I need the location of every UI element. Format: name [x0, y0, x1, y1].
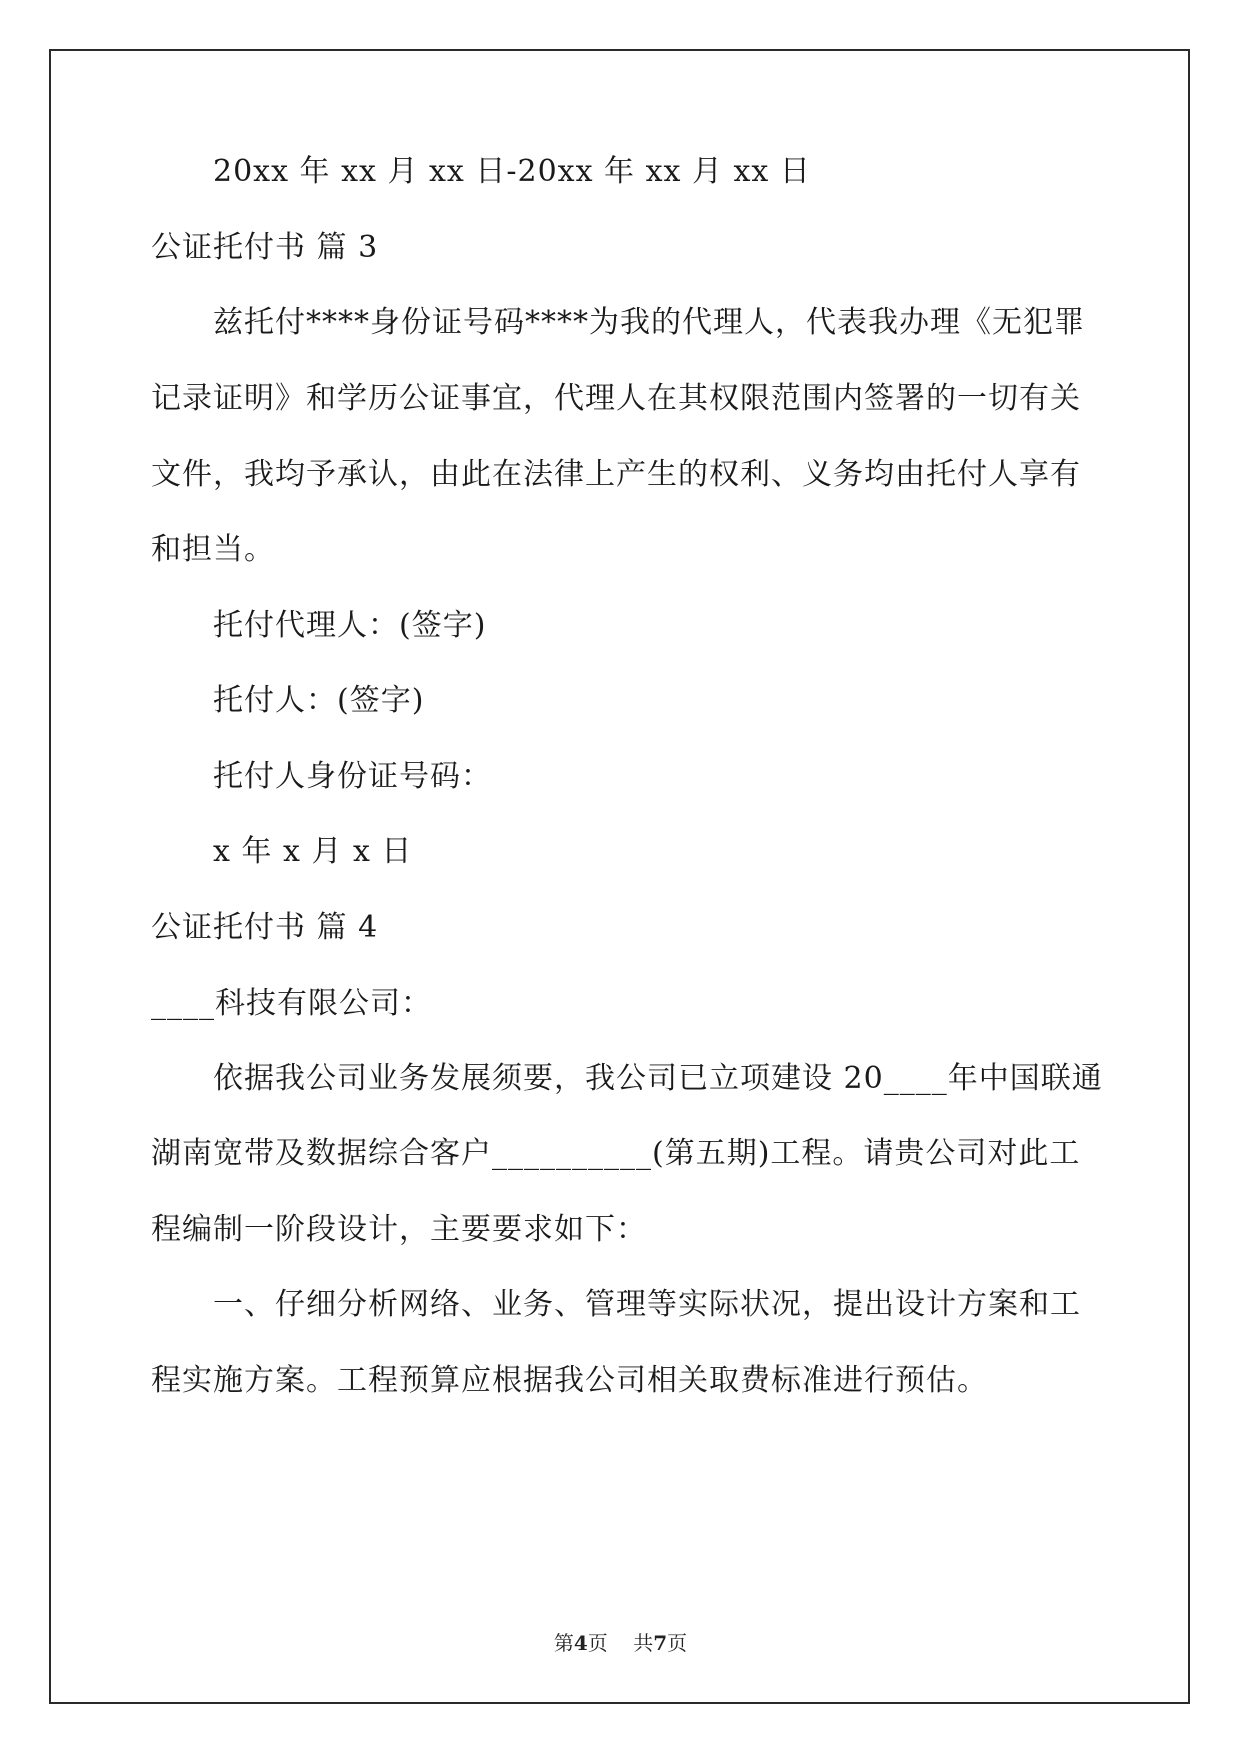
- page-total: 7: [653, 1631, 668, 1655]
- page-prefix: 第: [553, 1631, 574, 1655]
- page-current: 4: [573, 1631, 588, 1655]
- paragraph-line: 程实施方案。工程预算应根据我公司相关取费标准进行预估。: [151, 1363, 988, 1398]
- total-prefix: 共: [633, 1631, 654, 1655]
- date-range-line: 20xx 年 xx 月 xx 日-20xx 年 xx 月 xx 日: [213, 154, 811, 189]
- signature-agent-line: 托付代理人：(签字): [213, 608, 487, 643]
- paragraph-line: 程编制一阶段设计，主要要求如下：: [151, 1212, 647, 1247]
- signature-principal-line: 托付人：(签字): [213, 683, 425, 718]
- date-line: x 年 x 月 x 日: [213, 834, 413, 869]
- paragraph-line: 文件，我均予承认，由此在法律上产生的权利、义务均由托付人享有: [151, 457, 1081, 492]
- paragraph-line: 记录证明》和学历公证事宜，代理人在其权限范围内签署的一切有关: [151, 381, 1081, 416]
- principal-id-line: 托付人身份证号码：: [213, 759, 492, 794]
- addressee-line: ____科技有限公司：: [151, 986, 432, 1021]
- page-border: [49, 49, 1190, 1704]
- page-footer: [0, 1630, 1241, 1656]
- paragraph-line: 一、仔细分析网络、业务、管理等实际状况，提出设计方案和工: [213, 1287, 1081, 1322]
- paragraph-line: 和担当。: [151, 532, 275, 567]
- total-suffix: 页: [667, 1631, 688, 1655]
- section-heading-3: 公证托付书 篇 3: [151, 230, 379, 265]
- page-suffix: 页: [587, 1631, 608, 1655]
- paragraph-line: 湖南宽带及数据综合客户__________(第五期)工程。请贵公司对此工: [151, 1136, 1081, 1171]
- paragraph-line: 依据我公司业务发展须要，我公司已立项建设 20____年中国联通: [213, 1061, 1103, 1096]
- section-heading-4: 公证托付书 篇 4: [151, 910, 379, 945]
- paragraph-line: 兹托付****身份证号码****为我的代理人，代表我办理《无犯罪: [213, 305, 1085, 340]
